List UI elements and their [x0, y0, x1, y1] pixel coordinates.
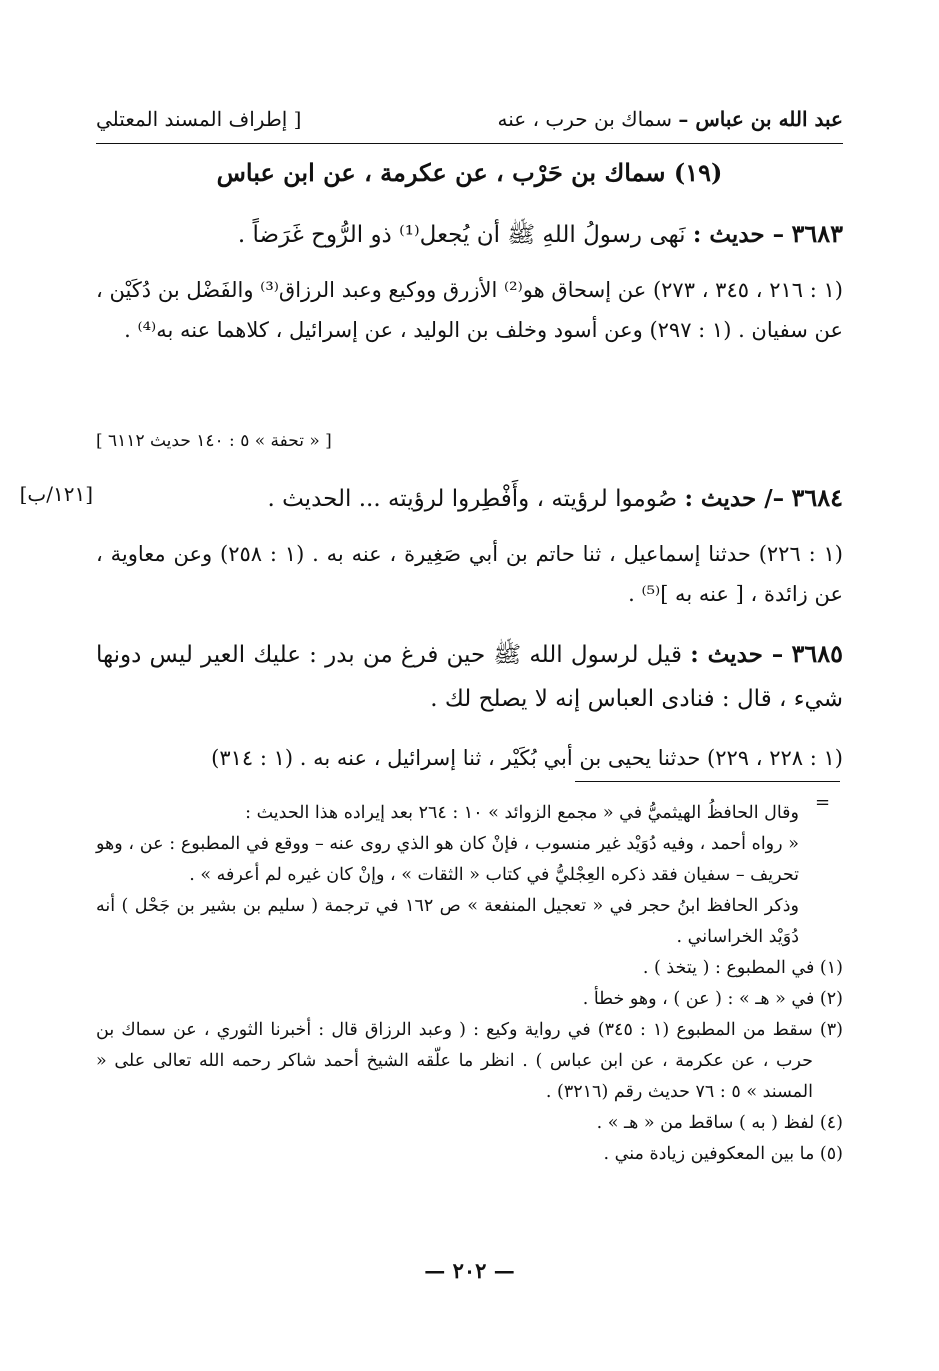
footnote-2: (٢) في « هـ » : ( عن ) ، وهو خطأ . [582, 989, 843, 1009]
page-number: — ٢٠٢ — [424, 1258, 515, 1283]
hadith-entry-3683 [96, 212, 843, 257]
hadith-number: ٣٦٨٤ [791, 483, 843, 512]
footnote-3: (٣) سقط من المطبوع (١ : ٣٤٥) في رواية وكيع : ( وعبد الرزاق قال : أخبرنا الثوري ، عن سماك بن حرب ، عن عكرمة ، عن ابن عباس ) . انظر ما علّقه الشيخ أحمد شاكر رحمه الله تعالى على « المسند » ٥ : ٧٦ حديث رقم (٣٢١٦) . [96, 1020, 843, 1102]
header-chapter-plain: سماك بن حرب ، عنه [497, 107, 673, 131]
header-chapter-bold: عبد الله بن عباس – [678, 107, 843, 131]
footnote-separator [575, 781, 840, 782]
footnote-continuation-mark: = [815, 792, 831, 813]
hadith-entry-3684 [96, 476, 843, 521]
hadith-number: ٣٦٨٥ [791, 639, 844, 668]
hadith-source-3684: (١ : ٢٢٦) حدثنا إسماعيل ، ثنا حاتم بن أبي صَغِيرة ، عنه به . (١ : ٢٥٨) وعن معاوية ، عن زائدة ، [ عنه به ]⁽⁵⁾ . [96, 542, 843, 606]
manuscript-folio-marker: [١٢١/ب] [19, 482, 93, 506]
footnotes [96, 798, 843, 1170]
footnote-4: (٤) لفظ ( به ) ساقط من « هـ » . [596, 1113, 843, 1133]
hadith-number: ٣٦٨٣ [791, 219, 843, 248]
hadith-text: صُوموا لرؤيته ، وأَفْطِروا لرؤيته ... الحديث . [267, 486, 678, 512]
header-book-title: [ إطراف المسند المعتلي [96, 107, 302, 131]
hadith-keyword: – حديث : [690, 641, 784, 668]
hadith-source-3685: (١ : ٢٢٨ ، ٢٢٩) حدثنا يحيى بن أبي بُكَيْر ، ثنا إسرائيل ، عنه به . (١ : ٣١٤) [211, 746, 843, 770]
hadith-text: نَهى رسولُ اللهِ ﷺ أن يُجعل⁽¹⁾ ذو الرُّوح غَرَضاً . [237, 222, 686, 248]
footnote-continued-intro: وقال الحافظُ الهيثميُّ في « مجمع الزوائد » ١٠ : ٢٦٤ بعد إيراده هذا الحديث : [245, 803, 799, 823]
hadith-source-3683: (١ : ٢١٦ ، ٣٤٥ ، ٢٧٣) عن إسحاق هو⁽²⁾ الأزرق ووكيع وعبد الرزاق⁽³⁾ والفَضْل بن دُكَيْن ، عن سفيان . (١ : ٢٩٧) وعن أسود وخلف بن الوليد ، عن إسرائيل ، كلاهما عنه به⁽⁴⁾ . [96, 278, 843, 342]
footnote-continued-quote: « رواه أحمد ، وفيه دُوَيْد غير منسوب ، فإنْ كان هو الذي روى عنه – ووقع في المطبوع : عن ، وهو تحريف – سفيان فقد ذكره العِجْليُّ في كتاب « الثقات » ، وإنْ كان غيره لم أعرفه » . [96, 834, 799, 885]
hadith-keyword: –/ حديث : [684, 485, 785, 512]
tuhfa-reference: [ « تحفة » ٥ : ١٤٠ حديث ٦١١٢ ] [96, 431, 332, 451]
footnote-continued-extra: وذكر الحافظ ابنُ حجر في « تعجيل المنفعة » ص ١٦٢ في ترجمة ( سليم بن بشير بن جَحْل ) أنه دُوَيْد الخراساني . [96, 896, 799, 947]
running-header [96, 103, 843, 144]
hadith-entry-3685 [96, 632, 843, 721]
hadith-keyword: – حديث : [692, 221, 785, 248]
footnote-1: (١) في المطبوع : ( يتخذ ) . [642, 958, 843, 978]
section-title: (١٩) سماك بن حَرْب ، عن عكرمة ، عن ابن عباس [216, 158, 723, 187]
header-chapter [498, 107, 843, 131]
footnote-5: (٥) ما بين المعكوفين زيادة مني . [603, 1144, 843, 1164]
hadith-text: قيل لرسول الله ﷺ حين فرغ من بدر : عليك العير ليس دونها شيء ، قال : فنادى العباس إنه لا يصلح لك . [96, 642, 843, 712]
